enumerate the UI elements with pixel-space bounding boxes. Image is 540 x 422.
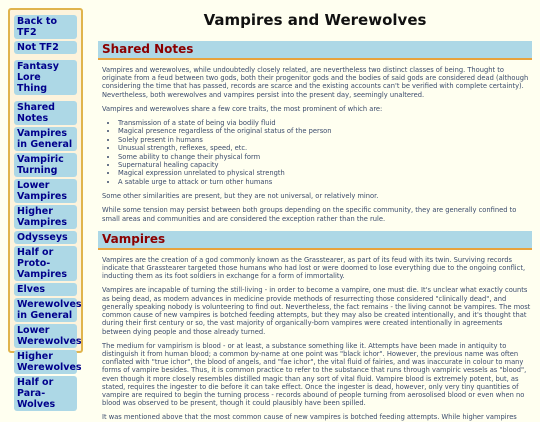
nav-higher-werewolves[interactable]: Higher Werewolves [14,350,77,374]
nav-vampires-in-general[interactable]: Vampires in General [14,127,77,151]
list-item: • Magical presence regardless of the original status of the person [118,127,532,135]
list-item: • Magical expression unrelated to physical strength [118,169,532,177]
list-item: • Transmission of a state of being via bodily fluid [118,119,532,127]
nav-not-tf2[interactable]: Not TF2 [14,41,77,54]
traits-list [98,119,532,186]
nav-elves[interactable]: Elves [14,283,77,296]
page-title: Vampires and Werewolves [203,11,427,29]
nav-back-to-tf2[interactable]: Back to TF2 [14,15,77,39]
paragraph: While some tension may persist between both groups depending on the specific community, they are generally confined to small areas and communities and are considered the exception rather than the rule. [102,206,517,223]
nav-lower-vampires[interactable]: Lower Vampires [14,179,77,203]
paragraph: Vampires are incapable of turning the still-living - in order to become a vampire, one must die. It's unclear what exactly counts as being dead, as modern advances in medicine provide methods of resurrecting those considered "clinically dead", and generally speaking nobody is volunteering to find out. Nevertheless, the fact remains - the living cannot be vampires. The most common cause of new vampires is botched feeding attempts, but they may also be created intentionally, and it's thought that during their first century or so, the vast majority of organically-born vampires were created intentionally in agreements between dying people and those already turned. [102,286,531,336]
list-item: • Some ability to change their physical form [118,153,532,161]
main-content [98,8,532,422]
section-shared-notes [98,41,532,223]
nav-half-or-para-wolves[interactable]: Half or Para-Wolves [14,376,77,411]
nav-shared-notes[interactable]: Shared Notes [14,101,77,125]
nav-lower-werewolves[interactable]: Lower Werewolves [14,324,77,348]
paragraph: It was mentioned above that the most common cause of new vampires is botched feeding attempts. While higher vampires [102,413,517,422]
list-item: • A satable urge to attack or turn other humans [118,178,532,186]
nav-higher-vampires[interactable]: Higher Vampires [14,205,77,229]
paragraph: The medium for vampirism is blood - or at least, a substance something like it. Attempts have been made in antiquity to distinguish it from human blood; a common by-name at one point was "black ichor". However, the previous name was often conflated with "true ichor", the blood of angels, and "fae ichor", the vital fluid of fairies, and was inaccurate in colour to many forms of vampire besides. Thus, it is common practice to refer to the substance that runs through vampiric vessels as "blood", even though it more closely resembles distilled magic than any sort of vital fluid. Vampire blood is extremely potent, but, as stated, requires the ingester to die before it can take effect. Once the ingester is dead, however, only very tiny quantities of vampire are required to begin the turning process - records abound of people turning from aerosolised blood or even when no blood was observed to be present, though it could plausibly have been spilled. [102,341,527,408]
list-item: • Solely present in humans [118,136,532,144]
section-heading-vampires: Vampires [98,231,532,250]
nav-half-or-proto-vampires[interactable]: Half or Proto-Vampires [14,246,77,281]
nav-vampiric-turning[interactable]: Vampiric Turning [14,153,77,177]
sidebar-nav [8,8,83,410]
paragraph: Vampires and werewolves, while undoubtedly closely related, are nevertheless two distinct classes of being. Thought to originate from a feud between two gods, both their progenitor gods and the bodies of said gods are considered dead (although considering the time that has passed, records are scarce and the existing accounts can't be verified with complete certainty). Nevertheless, both werewolves and vampires persist into the present day, seemingly unaltered. [102,66,529,99]
paragraph: Some other similarities are present, but they are not universal, or relatively minor. [102,192,379,201]
paragraph: Vampires and werewolves share a few core traits, the most prominent of which are: [102,104,383,113]
list-item: • Supernatural healing capacity [118,161,532,169]
section-vampires [98,231,532,422]
paragraph: Vampires are the creation of a god commonly known as the Grasstearer, as part of its feud with its twin. Surviving records indicate that Grasstearer targeted those humans who had lost or were doomed to lose everything due to the ongoing conflict, inducting them as its foot soldiers in exchange for a form of immortality. [102,255,526,281]
nav-odysseys[interactable]: Odysseys [14,231,77,244]
list-item: • Unusual strength, reflexes, speed, etc. [118,144,532,152]
section-heading-shared-notes: Shared Notes [98,41,532,60]
nav-werewolves-in-general[interactable]: Werewolves in General [14,298,77,322]
nav-fantasy-lore-thing[interactable]: Fantasy Lore Thing [14,60,77,95]
